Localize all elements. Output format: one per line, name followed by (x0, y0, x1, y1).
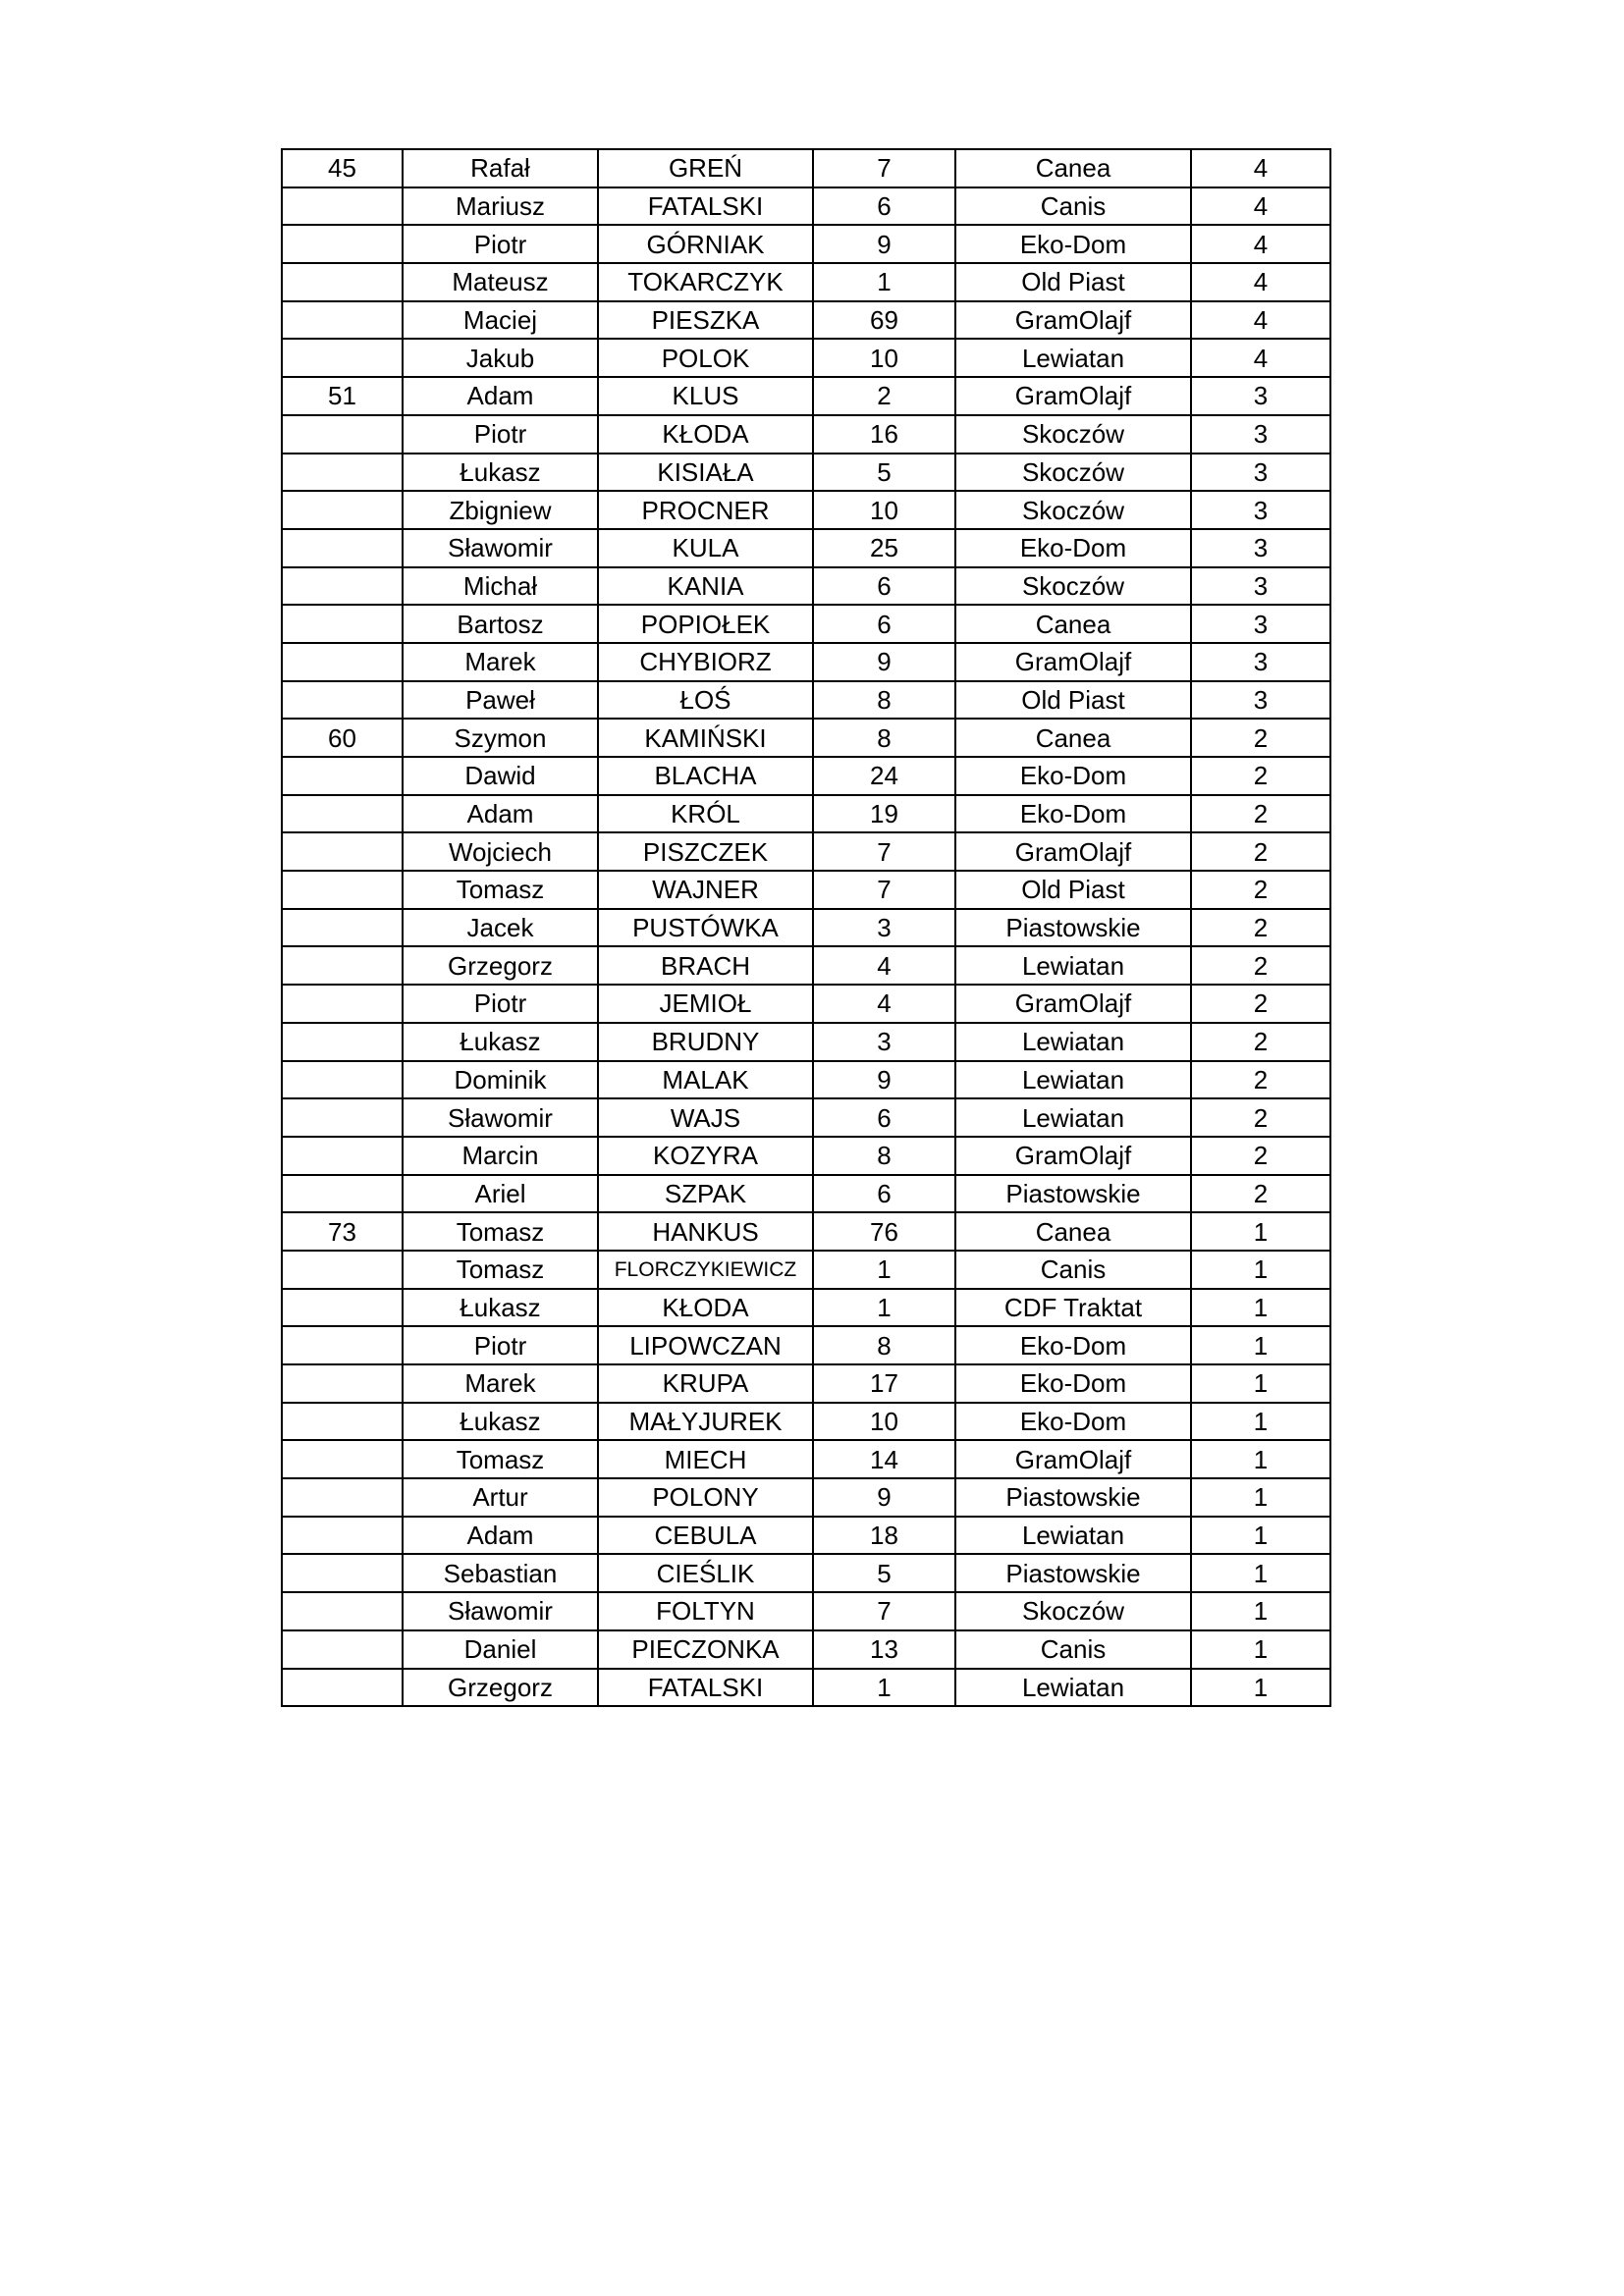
last-name-cell: KLUS (598, 377, 813, 415)
number-cell: 9 (813, 643, 955, 681)
table-row (282, 149, 1330, 187)
points-cell: 3 (1191, 681, 1330, 720)
first-name-cell: Tomasz (403, 1251, 598, 1289)
points-cell: 2 (1191, 1023, 1330, 1061)
place-cell (282, 1061, 403, 1099)
team-cell: Skoczów (955, 491, 1191, 529)
team-cell: Old Piast (955, 871, 1191, 909)
first-name-cell: Mariusz (403, 187, 598, 226)
table-row (282, 1403, 1330, 1441)
points-cell: 1 (1191, 1554, 1330, 1592)
place-cell (282, 1098, 403, 1137)
first-name-cell: Marek (403, 1364, 598, 1403)
place-cell (282, 795, 403, 833)
table-row (282, 1630, 1330, 1669)
points-cell: 1 (1191, 1592, 1330, 1630)
team-cell: GramOlajf (955, 1137, 1191, 1175)
last-name-cell: MALAK (598, 1061, 813, 1099)
last-name-cell: MIECH (598, 1440, 813, 1478)
points-cell: 1 (1191, 1478, 1330, 1517)
first-name-cell: Łukasz (403, 1023, 598, 1061)
points-cell: 2 (1191, 832, 1330, 871)
team-cell: Lewiatan (955, 1061, 1191, 1099)
place-cell (282, 643, 403, 681)
place-cell (282, 339, 403, 377)
points-cell: 1 (1191, 1403, 1330, 1441)
table-row (282, 1669, 1330, 1707)
first-name-cell: Piotr (403, 415, 598, 454)
points-cell: 1 (1191, 1669, 1330, 1707)
points-cell: 1 (1191, 1364, 1330, 1403)
points-cell: 2 (1191, 757, 1330, 795)
place-cell (282, 187, 403, 226)
first-name-cell: Piotr (403, 225, 598, 263)
number-cell: 6 (813, 567, 955, 606)
number-cell: 7 (813, 1592, 955, 1630)
place-cell (282, 1592, 403, 1630)
number-cell: 1 (813, 1251, 955, 1289)
points-cell: 2 (1191, 1137, 1330, 1175)
last-name-cell: KOZYRA (598, 1137, 813, 1175)
last-name-cell: GÓRNIAK (598, 225, 813, 263)
place-cell (282, 1440, 403, 1478)
last-name-cell: WAJS (598, 1098, 813, 1137)
first-name-cell: Szymon (403, 719, 598, 757)
team-cell: GramOlajf (955, 1440, 1191, 1478)
first-name-cell: Marek (403, 643, 598, 681)
place-cell: 73 (282, 1212, 403, 1251)
table-row (282, 757, 1330, 795)
table-row (282, 1212, 1330, 1251)
table-row (282, 1175, 1330, 1213)
team-cell: GramOlajf (955, 377, 1191, 415)
number-cell: 5 (813, 1554, 955, 1592)
team-cell: Eko-Dom (955, 1403, 1191, 1441)
team-cell: Lewiatan (955, 1023, 1191, 1061)
first-name-cell: Tomasz (403, 1212, 598, 1251)
table-row (282, 719, 1330, 757)
first-name-cell: Jacek (403, 909, 598, 947)
table-row (282, 1023, 1330, 1061)
team-cell: Canea (955, 149, 1191, 187)
points-cell: 3 (1191, 377, 1330, 415)
place-cell (282, 1403, 403, 1441)
points-cell: 3 (1191, 567, 1330, 606)
last-name-cell: PUSTÓWKA (598, 909, 813, 947)
team-cell: Lewiatan (955, 1098, 1191, 1137)
number-cell: 18 (813, 1517, 955, 1555)
place-cell (282, 415, 403, 454)
number-cell: 2 (813, 377, 955, 415)
last-name-cell: LIPOWCZAN (598, 1326, 813, 1364)
last-name-cell: KULA (598, 529, 813, 567)
place-cell (282, 454, 403, 492)
last-name-cell: WAJNER (598, 871, 813, 909)
first-name-cell: Sławomir (403, 1098, 598, 1137)
number-cell: 10 (813, 339, 955, 377)
team-cell: Old Piast (955, 681, 1191, 720)
first-name-cell: Sławomir (403, 529, 598, 567)
number-cell: 1 (813, 263, 955, 301)
first-name-cell: Piotr (403, 1326, 598, 1364)
first-name-cell: Grzegorz (403, 1669, 598, 1707)
points-cell: 4 (1191, 301, 1330, 340)
team-cell: Skoczów (955, 415, 1191, 454)
first-name-cell: Adam (403, 1517, 598, 1555)
number-cell: 25 (813, 529, 955, 567)
points-cell: 1 (1191, 1212, 1330, 1251)
last-name-cell: KANIA (598, 567, 813, 606)
place-cell (282, 605, 403, 643)
last-name-cell: KŁODA (598, 415, 813, 454)
points-cell: 2 (1191, 1061, 1330, 1099)
place-cell (282, 225, 403, 263)
points-cell: 2 (1191, 719, 1330, 757)
number-cell: 10 (813, 1403, 955, 1441)
last-name-cell: CHYBIORZ (598, 643, 813, 681)
last-name-cell: BRACH (598, 946, 813, 985)
last-name-cell: FATALSKI (598, 187, 813, 226)
team-cell: GramOlajf (955, 832, 1191, 871)
team-cell: Piastowskie (955, 909, 1191, 947)
first-name-cell: Bartosz (403, 605, 598, 643)
first-name-cell: Ariel (403, 1175, 598, 1213)
number-cell: 6 (813, 1098, 955, 1137)
number-cell: 14 (813, 1440, 955, 1478)
team-cell: GramOlajf (955, 985, 1191, 1023)
last-name-cell: TOKARCZYK (598, 263, 813, 301)
first-name-cell: Sebastian (403, 1554, 598, 1592)
last-name-cell: KŁODA (598, 1289, 813, 1327)
place-cell (282, 263, 403, 301)
first-name-cell: Artur (403, 1478, 598, 1517)
table-row (282, 795, 1330, 833)
number-cell: 8 (813, 719, 955, 757)
points-cell: 3 (1191, 605, 1330, 643)
table-row (282, 681, 1330, 720)
last-name-cell: BLACHA (598, 757, 813, 795)
number-cell: 9 (813, 1061, 955, 1099)
points-cell: 3 (1191, 529, 1330, 567)
points-cell: 4 (1191, 339, 1330, 377)
last-name-cell: PROCNER (598, 491, 813, 529)
place-cell (282, 909, 403, 947)
place-cell (282, 757, 403, 795)
points-cell: 4 (1191, 149, 1330, 187)
table-row (282, 1364, 1330, 1403)
number-cell: 6 (813, 187, 955, 226)
team-cell: Eko-Dom (955, 757, 1191, 795)
team-cell: CDF Traktat (955, 1289, 1191, 1327)
points-cell: 3 (1191, 643, 1330, 681)
ranking-table-body (282, 149, 1330, 1706)
team-cell: Eko-Dom (955, 1326, 1191, 1364)
last-name-cell: KAMIŃSKI (598, 719, 813, 757)
points-cell: 2 (1191, 795, 1330, 833)
points-cell: 4 (1191, 263, 1330, 301)
first-name-cell: Łukasz (403, 1289, 598, 1327)
team-cell: Lewiatan (955, 339, 1191, 377)
last-name-cell: CIEŚLIK (598, 1554, 813, 1592)
points-cell: 3 (1191, 491, 1330, 529)
last-name-cell: ŁOŚ (598, 681, 813, 720)
first-name-cell: Tomasz (403, 1440, 598, 1478)
table-row (282, 1440, 1330, 1478)
number-cell: 5 (813, 454, 955, 492)
place-cell (282, 567, 403, 606)
points-cell: 1 (1191, 1517, 1330, 1555)
table-row (282, 1251, 1330, 1289)
place-cell (282, 1669, 403, 1707)
first-name-cell: Adam (403, 795, 598, 833)
team-cell: Piastowskie (955, 1554, 1191, 1592)
team-cell: Canis (955, 1630, 1191, 1669)
first-name-cell: Zbigniew (403, 491, 598, 529)
team-cell: Skoczów (955, 567, 1191, 606)
table-row (282, 985, 1330, 1023)
number-cell: 3 (813, 1023, 955, 1061)
points-cell: 2 (1191, 946, 1330, 985)
number-cell: 7 (813, 871, 955, 909)
table-row (282, 491, 1330, 529)
team-cell: GramOlajf (955, 643, 1191, 681)
first-name-cell: Piotr (403, 985, 598, 1023)
team-cell: Piastowskie (955, 1175, 1191, 1213)
last-name-cell: KRÓL (598, 795, 813, 833)
table-row (282, 377, 1330, 415)
points-cell: 1 (1191, 1251, 1330, 1289)
first-name-cell: Tomasz (403, 871, 598, 909)
place-cell (282, 301, 403, 340)
last-name-cell: PISZCZEK (598, 832, 813, 871)
points-cell: 1 (1191, 1326, 1330, 1364)
team-cell: Eko-Dom (955, 529, 1191, 567)
number-cell: 19 (813, 795, 955, 833)
points-cell: 2 (1191, 909, 1330, 947)
ranking-table (281, 148, 1331, 1707)
number-cell: 76 (813, 1212, 955, 1251)
place-cell (282, 1326, 403, 1364)
last-name-cell: FATALSKI (598, 1669, 813, 1707)
table-row (282, 1554, 1330, 1592)
last-name-cell: PIESZKA (598, 301, 813, 340)
number-cell: 1 (813, 1289, 955, 1327)
number-cell: 13 (813, 1630, 955, 1669)
place-cell (282, 529, 403, 567)
first-name-cell: Paweł (403, 681, 598, 720)
table-row (282, 415, 1330, 454)
first-name-cell: Mateusz (403, 263, 598, 301)
first-name-cell: Daniel (403, 1630, 598, 1669)
number-cell: 16 (813, 415, 955, 454)
first-name-cell: Dominik (403, 1061, 598, 1099)
first-name-cell: Michał (403, 567, 598, 606)
table-row (282, 187, 1330, 226)
team-cell: Canea (955, 719, 1191, 757)
points-cell: 1 (1191, 1630, 1330, 1669)
table-row (282, 263, 1330, 301)
table-row (282, 339, 1330, 377)
place-cell (282, 491, 403, 529)
place-cell: 51 (282, 377, 403, 415)
first-name-cell: Adam (403, 377, 598, 415)
last-name-cell: CEBULA (598, 1517, 813, 1555)
table-row (282, 1478, 1330, 1517)
last-name-cell: KRUPA (598, 1364, 813, 1403)
first-name-cell: Maciej (403, 301, 598, 340)
last-name-cell: POPIOŁEK (598, 605, 813, 643)
team-cell: Canis (955, 1251, 1191, 1289)
first-name-cell: Wojciech (403, 832, 598, 871)
points-cell: 4 (1191, 225, 1330, 263)
place-cell (282, 946, 403, 985)
table-row (282, 1517, 1330, 1555)
number-cell: 9 (813, 1478, 955, 1517)
last-name-cell: POLONY (598, 1478, 813, 1517)
points-cell: 4 (1191, 187, 1330, 226)
number-cell: 6 (813, 605, 955, 643)
place-cell (282, 1251, 403, 1289)
place-cell (282, 1478, 403, 1517)
last-name-cell: KISIAŁA (598, 454, 813, 492)
first-name-cell: Grzegorz (403, 946, 598, 985)
table-row (282, 529, 1330, 567)
place-cell (282, 1289, 403, 1327)
table-row (282, 643, 1330, 681)
points-cell: 2 (1191, 985, 1330, 1023)
table-row (282, 832, 1330, 871)
last-name-cell: SZPAK (598, 1175, 813, 1213)
table-row (282, 301, 1330, 340)
points-cell: 2 (1191, 1098, 1330, 1137)
team-cell: Skoczów (955, 454, 1191, 492)
points-cell: 2 (1191, 1175, 1330, 1213)
table-row (282, 1061, 1330, 1099)
points-cell: 3 (1191, 454, 1330, 492)
last-name-cell: FLORCZYKIEWICZ (598, 1251, 813, 1289)
number-cell: 7 (813, 149, 955, 187)
number-cell: 8 (813, 1137, 955, 1175)
last-name-cell: HANKUS (598, 1212, 813, 1251)
place-cell (282, 871, 403, 909)
number-cell: 69 (813, 301, 955, 340)
table-row (282, 1326, 1330, 1364)
team-cell: Old Piast (955, 263, 1191, 301)
team-cell: Lewiatan (955, 1669, 1191, 1707)
place-cell (282, 1023, 403, 1061)
number-cell: 4 (813, 985, 955, 1023)
place-cell (282, 1630, 403, 1669)
place-cell (282, 1554, 403, 1592)
last-name-cell: JEMIOŁ (598, 985, 813, 1023)
number-cell: 8 (813, 681, 955, 720)
first-name-cell: Jakub (403, 339, 598, 377)
last-name-cell: GREŃ (598, 149, 813, 187)
team-cell: Piastowskie (955, 1478, 1191, 1517)
last-name-cell: MAŁYJUREK (598, 1403, 813, 1441)
number-cell: 6 (813, 1175, 955, 1213)
table-row (282, 605, 1330, 643)
table-row (282, 1137, 1330, 1175)
points-cell: 3 (1191, 415, 1330, 454)
last-name-cell: FOLTYN (598, 1592, 813, 1630)
place-cell (282, 832, 403, 871)
points-cell: 2 (1191, 871, 1330, 909)
table-row (282, 946, 1330, 985)
first-name-cell: Marcin (403, 1137, 598, 1175)
table-row (282, 1289, 1330, 1327)
team-cell: Lewiatan (955, 946, 1191, 985)
first-name-cell: Dawid (403, 757, 598, 795)
table-row (282, 909, 1330, 947)
number-cell: 24 (813, 757, 955, 795)
number-cell: 8 (813, 1326, 955, 1364)
team-cell: Canea (955, 605, 1191, 643)
team-cell: Lewiatan (955, 1517, 1191, 1555)
table-row (282, 567, 1330, 606)
place-cell (282, 1175, 403, 1213)
team-cell: Eko-Dom (955, 1364, 1191, 1403)
team-cell: Canea (955, 1212, 1191, 1251)
table-row (282, 1592, 1330, 1630)
place-cell (282, 1517, 403, 1555)
points-cell: 1 (1191, 1289, 1330, 1327)
table-row (282, 454, 1330, 492)
number-cell: 1 (813, 1669, 955, 1707)
team-cell: Canis (955, 187, 1191, 226)
first-name-cell: Sławomir (403, 1592, 598, 1630)
team-cell: Skoczów (955, 1592, 1191, 1630)
last-name-cell: BRUDNY (598, 1023, 813, 1061)
place-cell: 45 (282, 149, 403, 187)
last-name-cell: PIECZONKA (598, 1630, 813, 1669)
number-cell: 7 (813, 832, 955, 871)
number-cell: 3 (813, 909, 955, 947)
place-cell (282, 1137, 403, 1175)
first-name-cell: Łukasz (403, 1403, 598, 1441)
last-name-cell: POLOK (598, 339, 813, 377)
place-cell (282, 985, 403, 1023)
points-cell: 1 (1191, 1440, 1330, 1478)
number-cell: 10 (813, 491, 955, 529)
team-cell: Eko-Dom (955, 225, 1191, 263)
first-name-cell: Rafał (403, 149, 598, 187)
first-name-cell: Łukasz (403, 454, 598, 492)
team-cell: Eko-Dom (955, 795, 1191, 833)
place-cell (282, 1364, 403, 1403)
table-row (282, 225, 1330, 263)
place-cell (282, 681, 403, 720)
place-cell: 60 (282, 719, 403, 757)
number-cell: 17 (813, 1364, 955, 1403)
team-cell: GramOlajf (955, 301, 1191, 340)
table-row (282, 1098, 1330, 1137)
number-cell: 9 (813, 225, 955, 263)
table-row (282, 871, 1330, 909)
number-cell: 4 (813, 946, 955, 985)
